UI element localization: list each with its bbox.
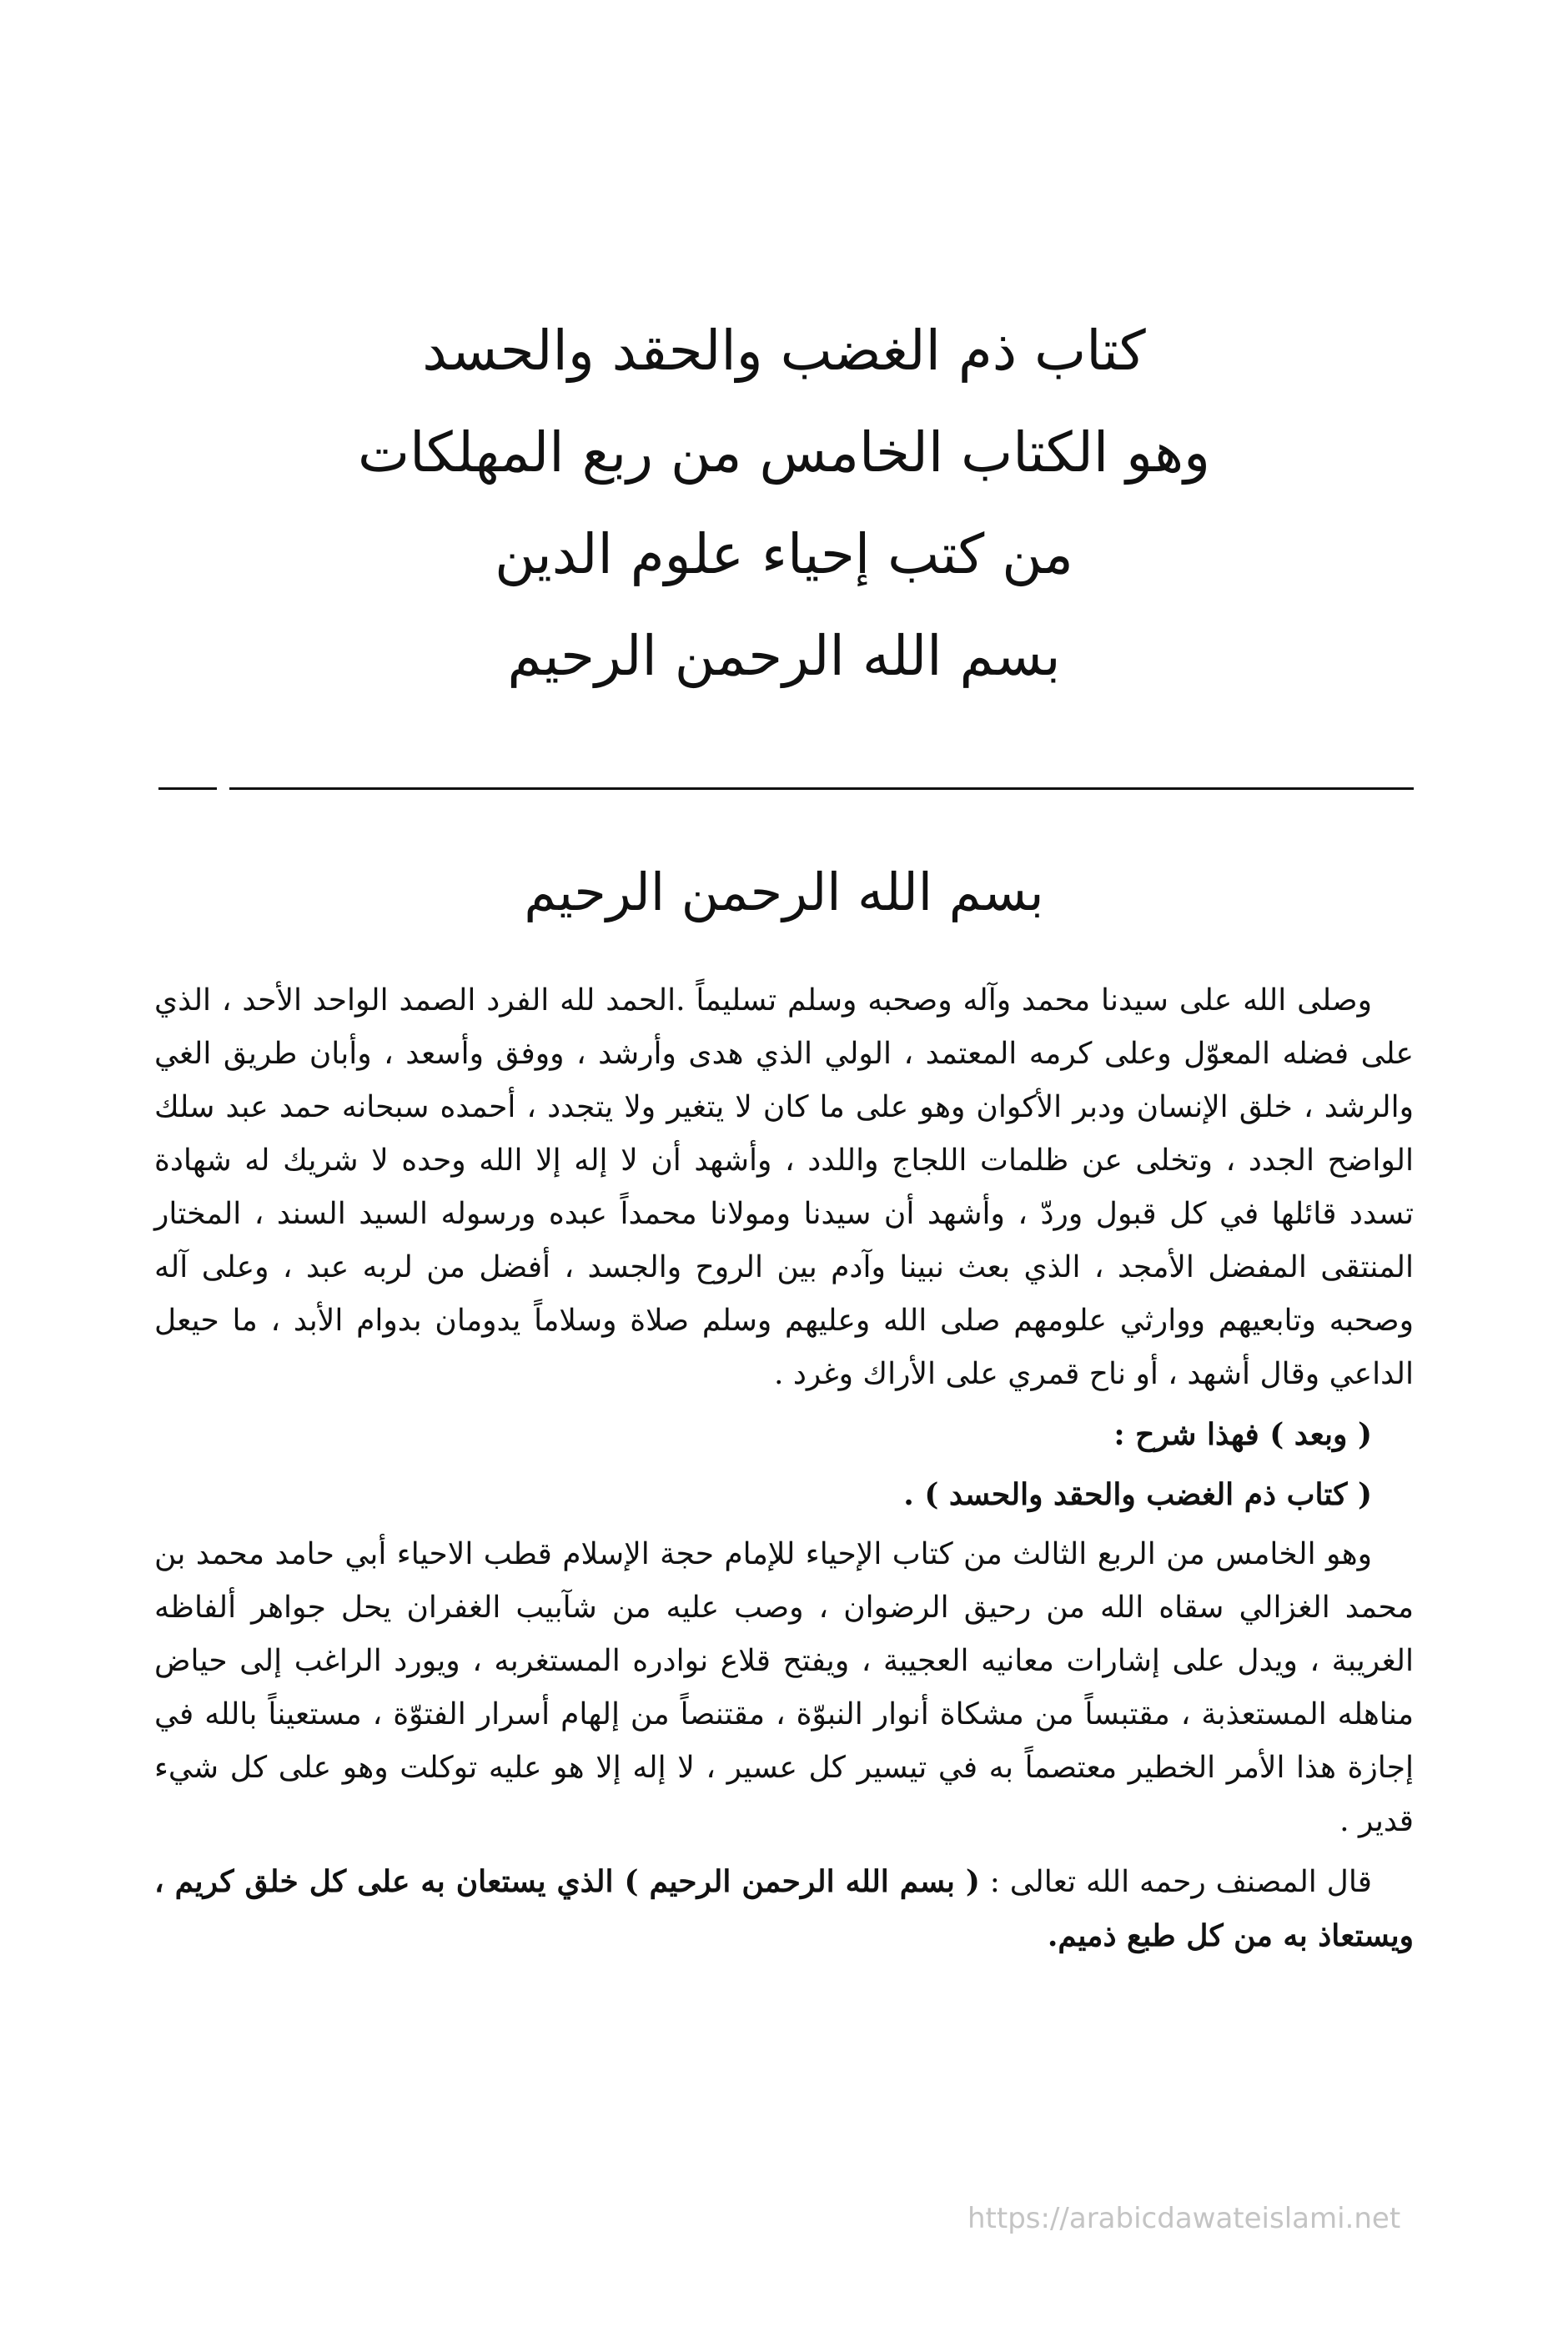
subheading-book-name: ( كتاب ذم الغضب والحقد والحسد ) .	[903, 1477, 1372, 1512]
author-quote-paragraph	[154, 1855, 1414, 1963]
description-paragraph: وهو الخامس من الربع الثالث من كتاب الإحياء للإمام حجة الإسلام قطب الاحياء أبي حامد محمد بن محمد الغزالي سقاه الله من رحيق الرضوان ، وصب عليه من شآبيب الغفران يحل جواهر ألفاظه الغريبة ، ويدل على إشارات معانيه العجيبة ، ويفتح قلاع نوادره المستغربه ، ويورد الراغب إلى حياض مناهله المستعذبة ، مقتبساً من مشكاة أنوار النبوّة ، مقتنصاً من إلهام أسرار الفتوّة ، مستعيناً بالله في إجازة هذا الأمر الخطير معتصماً به في تيسير كل عسير ، لا إله إلا هو عليه توكلت وهو على كل شيء قدير .	[154, 1537, 1414, 1838]
title-line-3: من كتب إحياء علوم الدين	[495, 522, 1073, 586]
intro-paragraph: وصلى الله على سيدنا محمد وآله وصحبه وسلم تسليماً .الحمد لله الفرد الصمد الواحد الأحد ، الذي على فضله المعوّل وعلى كرمه المعتمد ، الولي الذي هدى وأرشد ، ووفق وأسعد ، وأبان طريق الغي والرشد ، خلق الإنسان ودبر الأكوان وهو على ما كان لا يتغير ولا يتجدد ، أحمده سبحانه حمد عبد سلك الواضح الجدد ، وتخلى عن ظلمات اللجاج واللدد ، وأشهد أن لا إله إلا الله وحده لا شريك له شهادة تسدد قائلها في كل قبول وردّ ، وأشهد أن سيدنا ومولانا محمداً عبده ورسوله السيد السند ، المختار المنتقى المفضل الأمجد ، الذي بعث نبينا وآدم بين الروح والجسد ، أفضل من لربه عبد ، وعلى آله وصحبه وتابعيهم ووارثي علومهم صلى الله وعليهم وسلم صلاة وسلاماً يدومان بدوام الأبد ، ما حيعل الداعي وقال أشهد ، أو ناح قمري على الأراك وغرد .	[154, 983, 1415, 1391]
book-title	[317, 300, 1251, 707]
subheading-intro: ( وبعد ) فهذا شرح :	[1113, 1417, 1372, 1452]
author-quote-bold: ( بسم الله الرحمن الرحيم ) الذي يستعان به على كل خلق كريم ، ويستعاذ به من كل طبع ذميم.	[154, 1864, 1414, 1953]
title-line-1: كتاب ذم الغضب والحقد والحسد	[422, 319, 1146, 383]
basmala-heading: بسم الله الرحمن الرحيم	[524, 862, 1044, 922]
section-divider-end	[158, 787, 217, 790]
title-line-4: بسم الله الرحمن الرحيم	[507, 624, 1061, 688]
section-divider	[229, 787, 1414, 790]
author-quote-lead: قال المصنف رحمه الله تعالى :	[979, 1865, 1373, 1899]
title-line-2: وهو الكتاب الخامس من ربع المهلكات	[358, 420, 1210, 485]
body-text	[154, 974, 1414, 1970]
watermark-url: https://arabicdawateislami.net	[967, 2202, 1401, 2235]
